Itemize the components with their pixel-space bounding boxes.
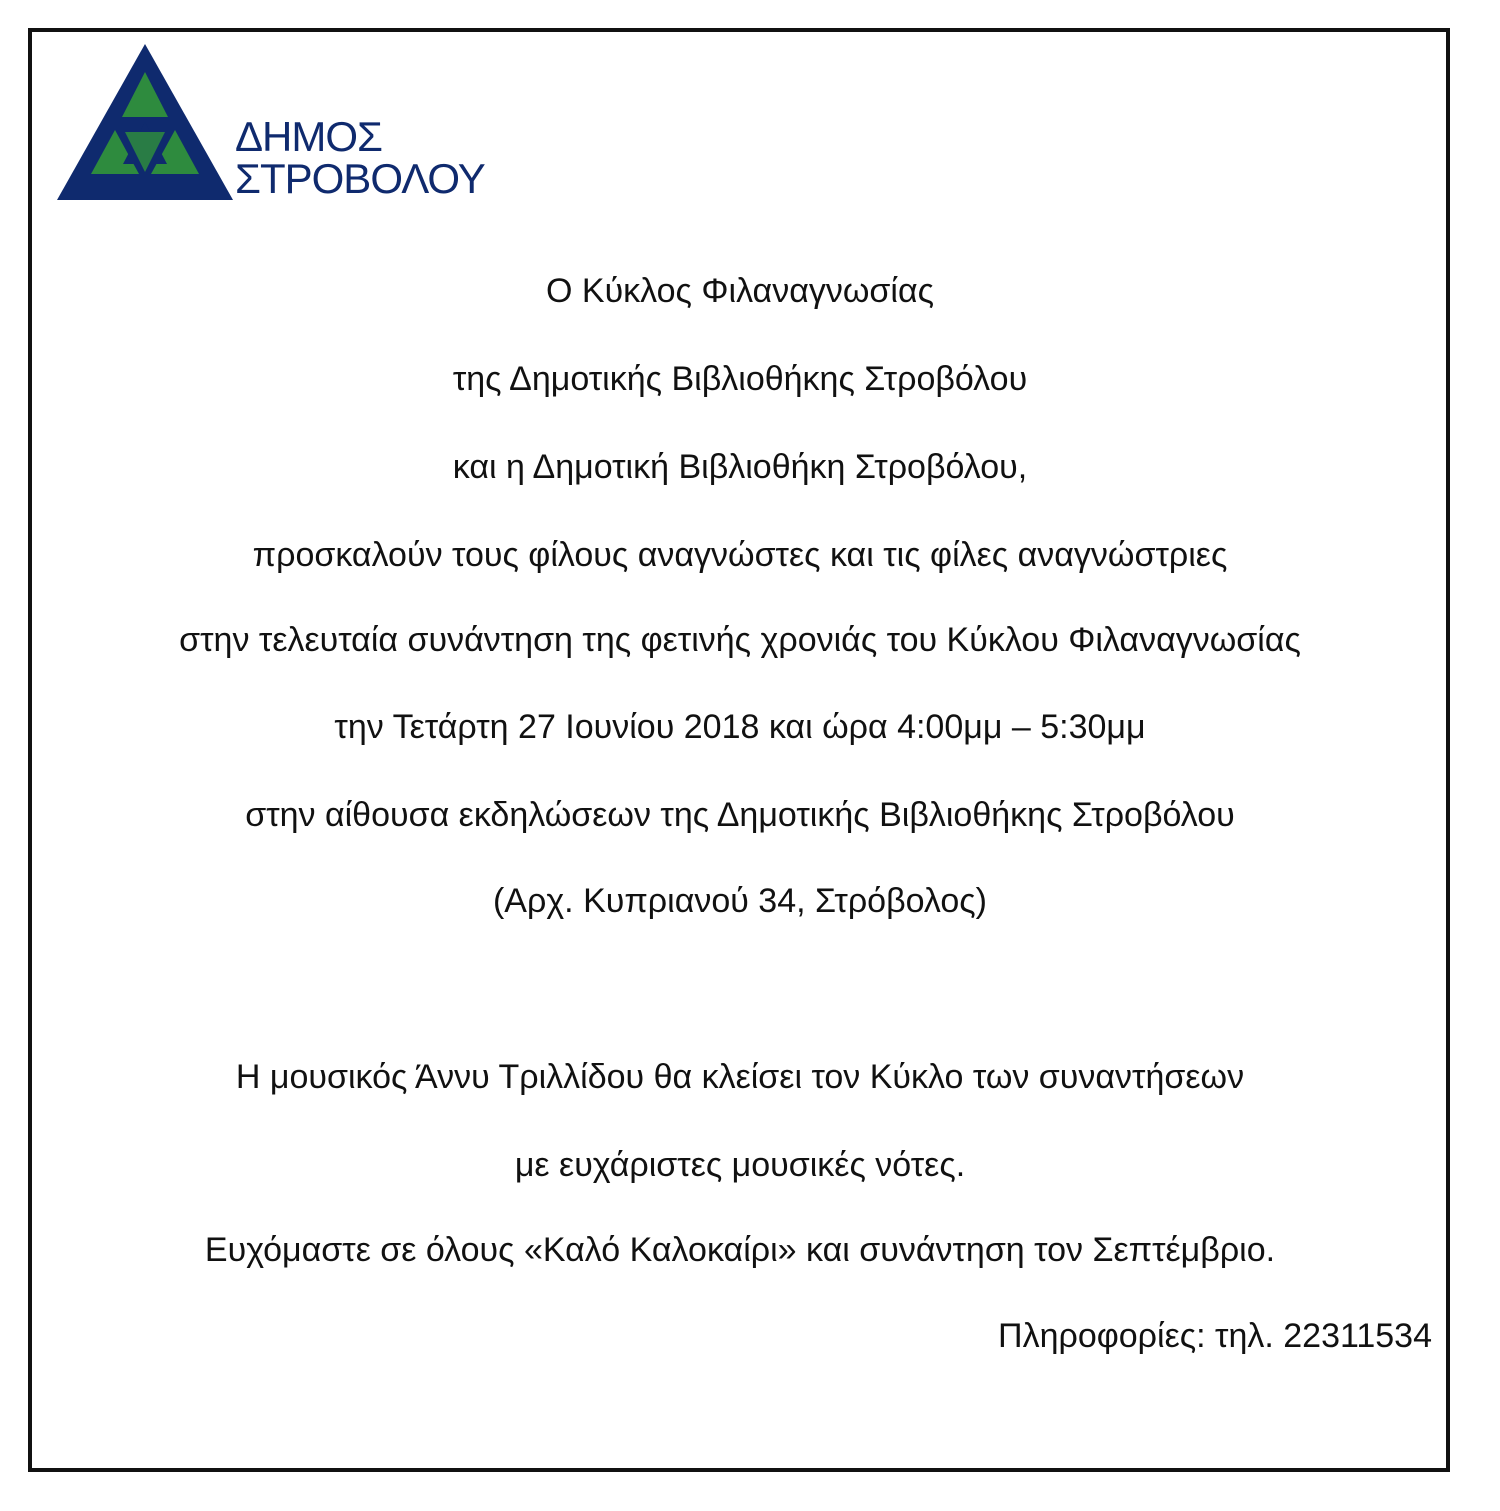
logo-line-2: ΣΤΡΟΒΟΛΟΥ <box>235 155 485 202</box>
text-line: προσκαλούν τους φίλους αναγνώστες και τις φίλες αναγνώστριες <box>252 536 1228 574</box>
triangle-logo-icon <box>55 42 235 207</box>
info-phone: Πληροφορίες: τηλ. 22311534 <box>998 1317 1432 1355</box>
music-line: με ευχάριστες μουσικές νότες. <box>514 1146 966 1184</box>
text-line: Ο Κύκλος Φιλαναγνωσίας <box>546 272 934 310</box>
wishes-line: Ευχόμαστε σε όλους «Καλό Καλοκαίρι» και συνάντηση τον Σεπτέμβριο. <box>204 1231 1276 1269</box>
music-line: Η μουσικός Άννυ Τριλλίδου θα κλείσει τον Κύκλο των συναντήσεων <box>235 1058 1245 1096</box>
municipality-logo <box>55 42 495 207</box>
logo-line-1: ΔΗΜΟΣ <box>235 113 383 160</box>
text-line: της Δημοτικής Βιβλιοθήκης Στροβόλου <box>452 360 1028 398</box>
address-line: (Αρχ. Κυπριανού 34, Στρόβολος) <box>492 882 987 920</box>
text-line: στην τελευταία συνάντηση της φετινής χρονιάς του Κύκλου Φιλαναγνωσίας <box>179 621 1301 659</box>
logo-wordmark <box>235 113 485 202</box>
event-date-line: την Τετάρτη 27 Ιουνίου 2018 και ώρα 4:00μμ – 5:30μμ <box>334 708 1146 746</box>
venue-line: στην αίθουσα εκδηλώσεων της Δημοτικής Βιβλιοθήκης Στροβόλου <box>245 796 1235 834</box>
text-line: και η Δημοτική Βιβλιοθήκη Στροβόλου, <box>452 448 1028 486</box>
